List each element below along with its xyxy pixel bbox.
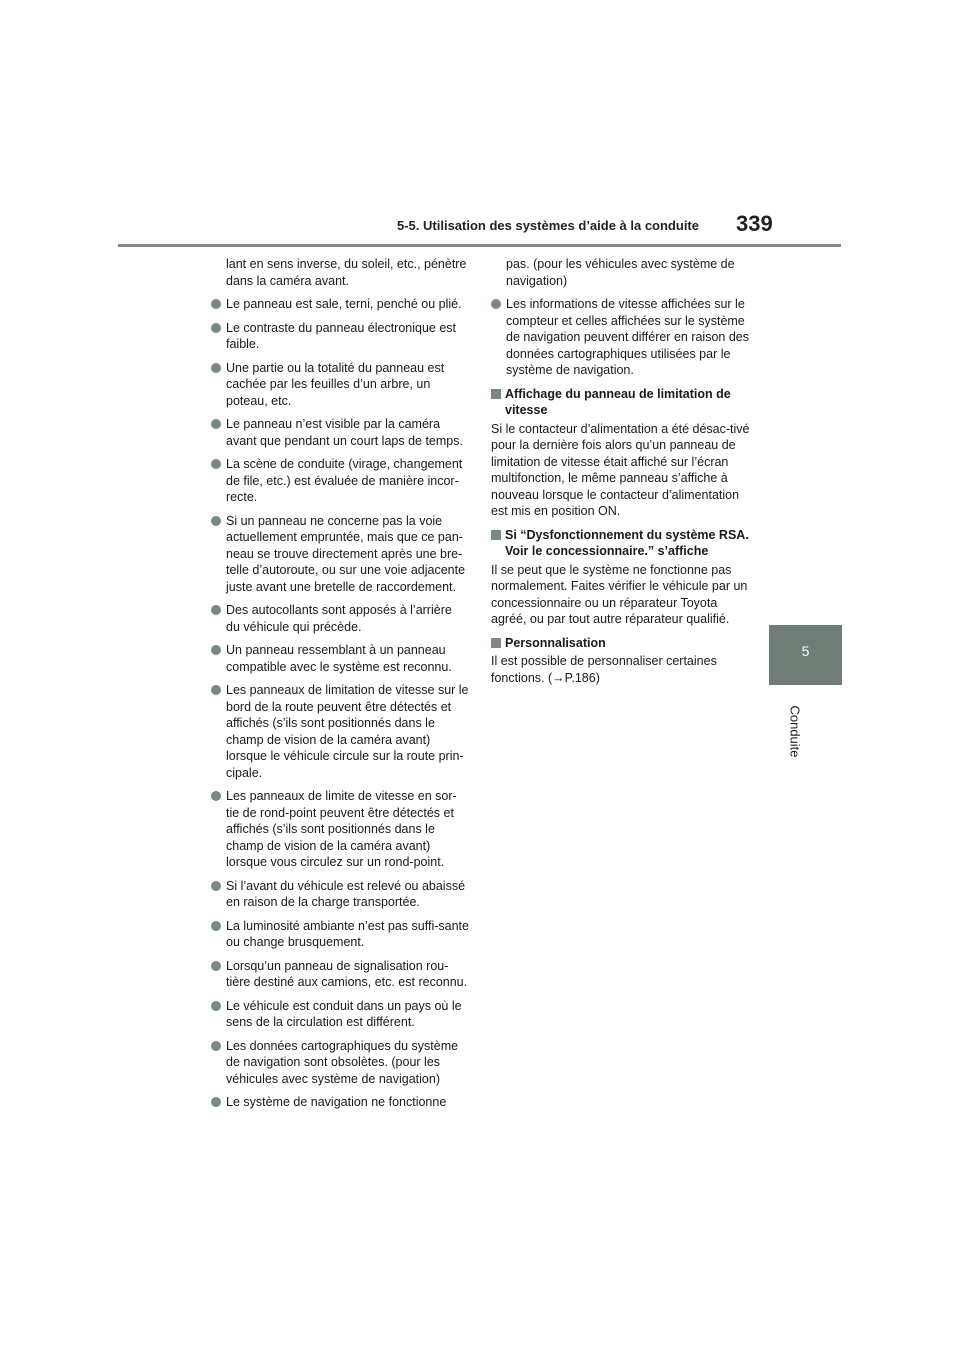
bullet-icon [211, 419, 221, 429]
list-item-text: Lorsqu’un panneau de signalisation rou-tière destiné aux camions, etc. est reconnu. [226, 958, 468, 989]
list-item [211, 788, 469, 871]
list-item [211, 1094, 469, 1111]
subsection-heading-text: Si “Dysfonctionnement du système RSA. Voir le concessionnaire.” s’affiche [505, 527, 749, 558]
list-item-text: Si un panneau ne concerne pas la voie actuellement empruntée, mais que ce pan-neau se trouve directement après une bre-telle d’autoroute, ou sur une voie adjacente juste avant une bretelle de raccordement. [226, 513, 466, 594]
chapter-number: 5 [801, 643, 810, 659]
list-item-text: Le panneau est sale, terni, penché ou plié. [226, 297, 462, 311]
subsection-heading-text: Affichage du panneau de limitation de vitesse [505, 386, 731, 417]
list-item-text: Les informations de vitesse affichées sur le compteur et celles affichées sur le système de navigation peuvent différer en raison des données cartographiques utilisées par le système de navigation. [506, 297, 749, 377]
list-item [211, 1038, 469, 1088]
list-item [211, 998, 469, 1031]
list-item [211, 602, 469, 635]
chapter-label [784, 700, 804, 770]
subsection-heading [491, 386, 755, 419]
chapter-label-text: Conduite [787, 705, 803, 758]
bullet-icon [211, 516, 221, 526]
bullet-icon [211, 1001, 221, 1011]
header-divider [118, 244, 841, 247]
bullet-icon [211, 645, 221, 655]
list-item [211, 513, 469, 596]
right-column [491, 256, 755, 693]
bullet-icon [211, 685, 221, 695]
list-item-text: Le système de navigation ne fonctionne [226, 1095, 447, 1109]
continuation-text: pas. (pour les véhicules avec système de navigation) [506, 257, 735, 288]
bullet-icon [211, 363, 221, 373]
page-number: 339 [736, 211, 773, 236]
bullet-icon [211, 921, 221, 931]
list-item-text: Les panneaux de limite de vitesse en sor-tie de rond-point peuvent être détectés et affichés (s’ils sont positionnés dans le champ de vision de la caméra avant) lorsque vous circulez sur un rond-point. [226, 789, 457, 869]
bullet-icon [211, 459, 221, 469]
page-header [0, 0, 960, 250]
subsection-heading [491, 635, 755, 652]
list-item-text: Si l’avant du véhicule est relevé ou abaissé en raison de la charge transportée. [226, 878, 466, 909]
subsection-body: Il est possible de personnaliser certaines fonctions. (→P.186) [491, 654, 717, 685]
list-item-text: La luminosité ambiante n’est pas suffi-sante ou change brusquement. [226, 918, 469, 949]
bullet-icon [211, 881, 221, 891]
list-item-text: Les données cartographiques du système de navigation sont obsolètes. (pour les véhicules avec système de navigation) [226, 1038, 459, 1086]
subsection-body: Si le contacteur d’alimentation a été désac-tivé pour la dernière fois alors qu’un panneau de limitation de vitesse était affiché sur l’écran multifonction, le même panneau s’affiche à nouveau lorsque le contacteur d’alimentation est mis en position ON. [491, 421, 750, 518]
list-item [211, 296, 469, 313]
bullet-icon [211, 323, 221, 333]
bullet-icon [211, 791, 221, 801]
list-item-text: Le véhicule est conduit dans un pays où le sens de la circulation est différent. [226, 998, 462, 1029]
list-item-text: Un panneau ressemblant à un panneau compatible avec le système est reconnu. [226, 643, 452, 674]
subsection-heading-text: Personnalisation [505, 635, 606, 650]
list-item [211, 416, 469, 449]
list-item-text: La scène de conduite (virage, changement de file, etc.) est évaluée de manière incor-recte. [226, 457, 463, 504]
bullet-icon [211, 1041, 221, 1051]
bullet-icon [211, 605, 221, 615]
list-item [211, 878, 469, 911]
list-item-text: Les panneaux de limitation de vitesse sur le bord de la route peuvent être détectés et affichés (s’ils sont positionnés dans le champ de vision de la caméra avant) lorsque le véhicule circule sur la route prin-cipale. [226, 683, 469, 780]
square-bullet-icon [491, 638, 501, 648]
square-bullet-icon [491, 530, 501, 540]
list-item [211, 918, 469, 951]
list-item [211, 320, 469, 353]
bullet-icon [211, 299, 221, 309]
chapter-tab[interactable] [769, 625, 842, 685]
list-item [211, 642, 469, 675]
list-item-text: Des autocollants sont apposés à l’arrière du véhicule qui précède. [226, 603, 452, 634]
subsection-body: Il se peut que le système ne fonctionne pas normalement. Faites vérifier le véhicule par un concessionnaire ou un réparateur Toyota agréé, ou par tout autre réparateur qualifié. [491, 562, 748, 626]
square-bullet-icon [491, 389, 501, 399]
section-title: 5-5. Utilisation des systèmes d’aide à la conduite [397, 218, 699, 233]
list-item [491, 296, 755, 379]
list-item-text: Une partie ou la totalité du panneau est cachée par les feuilles d’un arbre, un poteau, etc. [226, 360, 445, 408]
list-item [211, 958, 469, 991]
bullet-icon [491, 299, 501, 309]
list-item [211, 456, 469, 506]
left-column [211, 256, 469, 1118]
bullet-icon [211, 1097, 221, 1107]
list-item [211, 682, 469, 781]
list-item-text: Le contraste du panneau électronique est faible. [226, 320, 457, 351]
bullet-icon [211, 961, 221, 971]
list-item [211, 360, 469, 410]
subsection-heading [491, 527, 755, 560]
continuation-text: lant en sens inverse, du soleil, etc., pénètre dans la caméra avant. [226, 257, 467, 288]
list-item-text: Le panneau n’est visible par la caméra avant que pendant un court laps de temps. [226, 417, 463, 448]
